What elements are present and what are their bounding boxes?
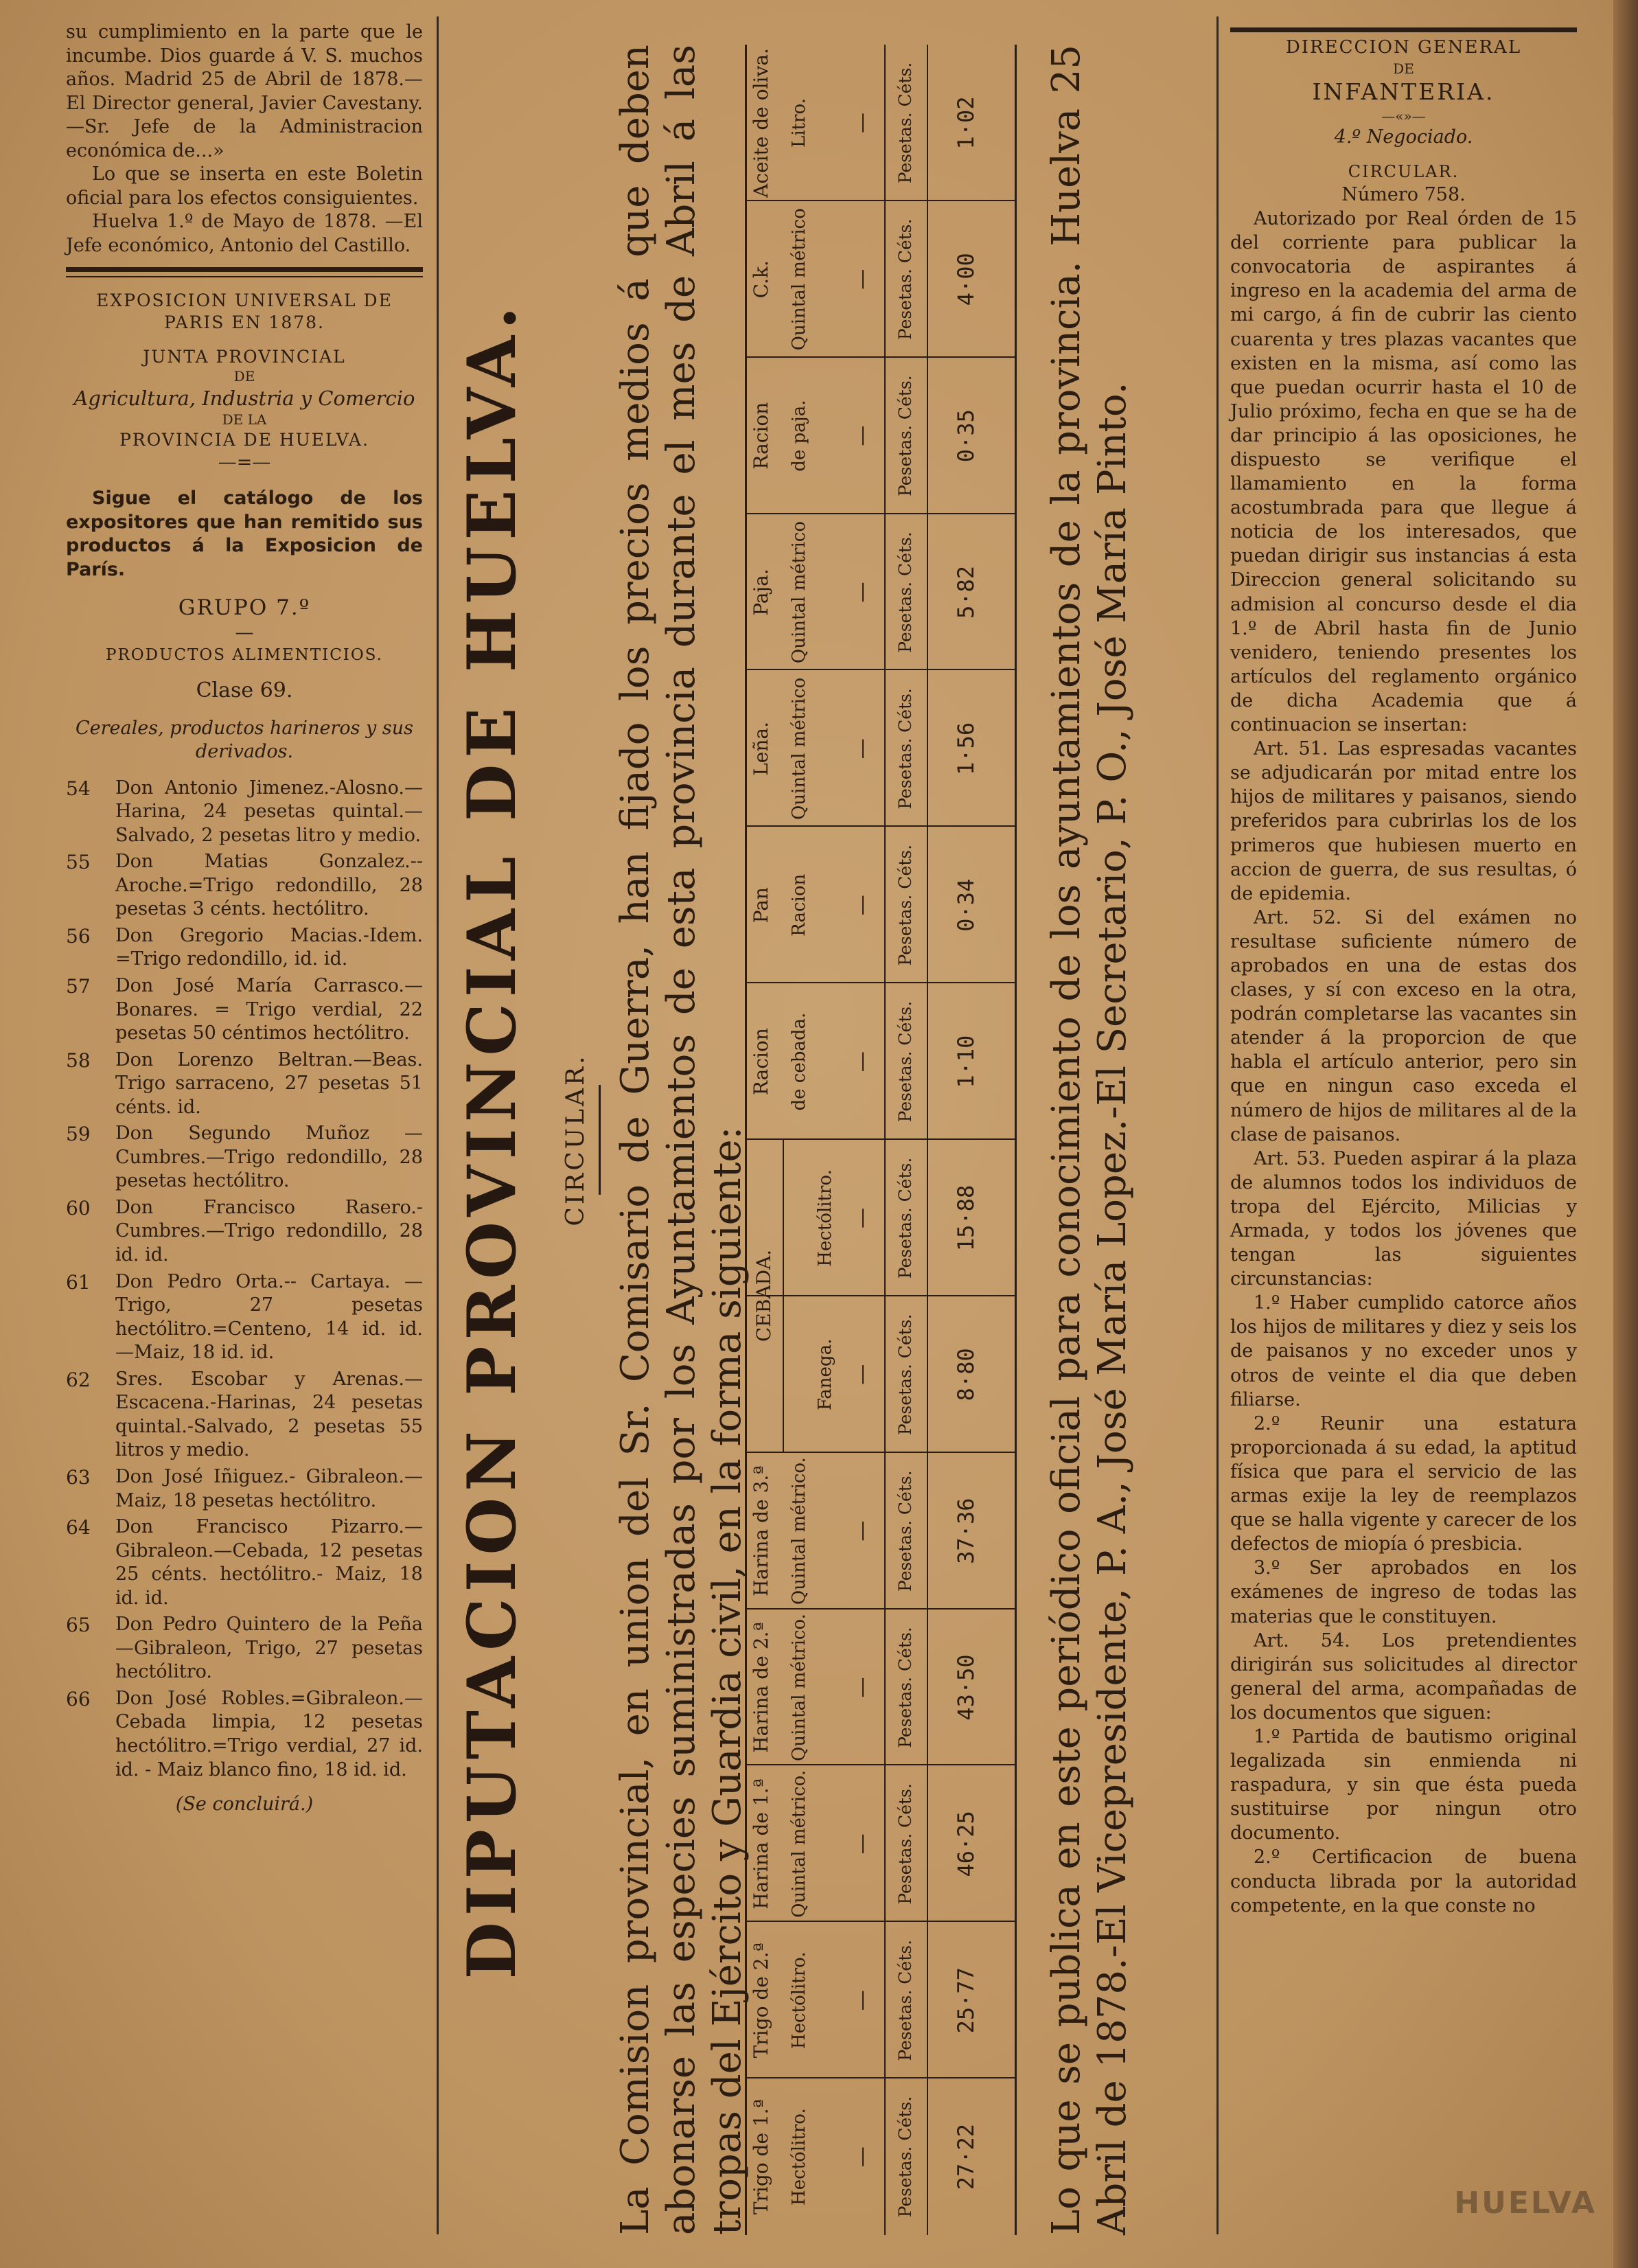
paragraph: Autorizado por Real órden de 15 del corriente para publicar la convocatoria de aspirantes á ingreso en la academia del arma de mi cargo, á fin de cubrir las ciento cuarenta y tres plazas vacantes que existen en la misma, así como las que puedan ocurrir hasta el 10 de Julio próximo, fecha en que se ha de dar principio á las oposiciones, he dispuesto se verifique el llamamiento en la forma acostumbrada para que llegue á noticia de los interesados, que puedan dirigir sus instancias á esta Direccion general solicitando su admision al concurso desde el dia 1.º de Abril hasta fin de Junio venidero, teniendo presentes los artículos del reglamento orgánico de dicha Academia que á continuacion se insertan: <box>1230 208 1577 736</box>
column-header: Trigo de 2.ª <box>750 1943 772 2059</box>
table-column <box>747 2077 1015 2235</box>
de-label: DE <box>233 368 255 385</box>
ornament-dash: —=— <box>218 451 271 473</box>
list-item: 54 Don Antonio Jimenez.-Alosno.—Harina, 24 pesetas quintal.—Salvado, 2 pesetas litro y medio. <box>66 777 423 846</box>
table-cell: 8·80 <box>953 1348 979 1401</box>
table-column <box>747 356 1015 514</box>
paragraph: 1.º Partida de bautismo original legalizada sin enmienda ni raspadura, y sin que ésta pueda sustituirse por ningun otro documento. <box>1230 1726 1577 1844</box>
table-cell: 43·50 <box>953 1654 979 1721</box>
dash-mark: — <box>850 582 874 603</box>
table-cell: 5·82 <box>953 565 979 619</box>
table-column <box>747 1608 1015 1766</box>
de-label: DE <box>1393 60 1414 77</box>
list-item: 65 Don Pedro Quintero de la Peña —Gibraleon, Trigo, 27 pesetas hectólitro. <box>66 1614 423 1683</box>
cereales-heading: Cereales, productos harineros y sus derivados. <box>76 717 413 763</box>
unit-label: Pesetas. Céts. <box>884 1765 928 1922</box>
unit-label: Pesetas. Céts. <box>884 983 928 1140</box>
table-column <box>747 1452 1015 1610</box>
column-subheader: Quintal métrico <box>789 208 809 351</box>
dash-mark: — <box>850 2146 874 2168</box>
dash-mark: — <box>850 268 874 290</box>
list-item: 62 Sres. Escobar y Arenas.—Escacena.-Harinas, 24 pesetas quintal.-Salvado, 2 pesetas 55 litros y medio. <box>66 1368 423 1461</box>
paragraph: Art. 54. Los pretendientes dirigirán sus solicitudes al director general del arma, acompañadas de los documentos que siguen: <box>1230 1629 1577 1723</box>
table-cell: 1·10 <box>953 1035 979 1088</box>
unit-label: Pesetas. Céts. <box>884 1140 928 1296</box>
column-header: Trigo de 1.ª <box>750 2099 772 2215</box>
page-title: DIPUTACION PROVINCIAL DE HUELVA. <box>453 300 531 1980</box>
table-cell: 37·36 <box>953 1498 979 1564</box>
list-item: 55 Don Matias Gonzalez.--Aroche.=Trigo redondillo, 28 pesetas 3 cénts. hectólitro. <box>66 851 423 920</box>
dash-mark: — <box>850 1833 874 1855</box>
column-subheader: de cebada. <box>789 1012 809 1111</box>
unit-label: Pesetas. Céts. <box>884 670 928 827</box>
list-item: 56 Don Gregorio Macias.-Idem. =Trigo redondillo, id. id. <box>66 924 423 970</box>
unit-label: Pesetas. Céts. <box>884 358 928 514</box>
paragraph: 2.º Certificacion de buena conducta librada por la autoridad competente, en la que conste no <box>1230 1846 1577 1916</box>
catalog-list <box>66 777 423 1782</box>
paragraph: Art. 52. Si del exámen no resultase suficiente número de aprobados en una de estas dos clases, y sí con exceso en la otra, podrán completarse las vacantes sin atender á la proporcion de que habla el artículo anterior, pero sin que en ningun caso exceda el número de hijos de militares al de la clase de paisanos. <box>1230 906 1577 1145</box>
table-column <box>747 45 1015 201</box>
section-rule <box>66 267 423 272</box>
column-header: Harina de 3.ª <box>750 1465 772 1596</box>
table-cell: 46·25 <box>953 1811 979 1877</box>
dash-mark: — <box>850 1990 874 2011</box>
dash-mark: — <box>850 738 874 759</box>
paragraph: Art. 53. Pueden aspirar á la plaza de alumnos todos los individuos de tropa del Ejército, Milicias y Armada, y todos los jóvenes que tengan las siguientes circunstancias: <box>1230 1147 1577 1290</box>
dash-mark: — <box>850 112 874 133</box>
table-cell: 25·77 <box>953 1967 979 2034</box>
column-header: Harina de 2.ª <box>750 1622 772 1753</box>
top-paragraph: su cumplimiento en la parte que le incumbe. Dios guarde á V. S. muchos años. Madrid 25 de Abril de 1878.—El Director general, Javier Cavestany.—Sr. Jefe de la Administracion económica de...» <box>66 21 423 161</box>
column-header: Racion <box>750 402 772 470</box>
section-rule-thin <box>66 276 423 277</box>
catalog-intro: Sigue el catálogo de los expositores que han remitido sus productos á la Exposicion de París. <box>66 488 423 580</box>
unit-label: Pesetas. Céts. <box>884 1296 928 1453</box>
dash-mark: — <box>850 425 874 446</box>
table-cell: 15·88 <box>953 1184 979 1252</box>
column-subheader: Hectólitro. <box>789 1951 809 2050</box>
circular-label: CIRCULAR. <box>1348 161 1460 181</box>
unit-label: Pesetas. Céts. <box>884 827 928 983</box>
column-subheader: Racion <box>789 873 809 937</box>
signature-paragraph: Huelva 1.º de Mayo de 1878. —El Jefe económico, Antonio del Castillo. <box>66 211 423 256</box>
column-subheader: Quintal métrico. <box>789 1614 809 1761</box>
column-subheader: Fanega. <box>815 1338 835 1410</box>
list-item: 59 Don Segundo Muñoz —Cumbres.—Trigo redondillo, 28 pesetas hectólitro. <box>66 1123 423 1192</box>
column-header: Racion <box>750 1028 772 1096</box>
column-header: Aceite de oliva. <box>750 48 772 198</box>
column-header: Leña. <box>750 721 772 776</box>
provincia-heading: PROVINCIA DE HUELVA. <box>119 429 369 450</box>
list-item: 58 Don Lorenzo Beltran.—Beas. Trigo sarraceno, 27 pesetas 51 cénts. id. <box>66 1049 423 1118</box>
junta-heading: JUNTA PROVINCIAL <box>143 347 346 367</box>
list-item: 61 Don Pedro Orta.-- Cartaya. —Trigo, 27 pesetas hectólitro.=Centeno, 14 id. id. —Maiz, 18 id. id. <box>66 1270 423 1364</box>
table-column <box>747 982 1015 1140</box>
cebada-group-header: CEBADA. <box>747 1139 784 1452</box>
clase-heading: Clase 69. <box>196 678 293 703</box>
dash-mark: — <box>850 1520 874 1542</box>
unit-label: Pesetas. Céts. <box>884 201 928 358</box>
page-edge <box>1613 0 1638 2268</box>
column-divider <box>437 16 439 2234</box>
column-subheader: Hectólitro. <box>789 2108 809 2206</box>
table-cell: 27·22 <box>953 2123 979 2190</box>
numero-label: Número 758. <box>1341 183 1466 205</box>
table-column <box>747 1764 1015 1922</box>
column-subheader: Hectólitro. <box>815 1169 835 1267</box>
rotated-notice <box>439 31 1195 2249</box>
list-item: 57 Don José María Carrasco.—Bonares. = Trigo verdial, 22 pesetas 50 céntimos hectólitro. <box>66 975 423 1044</box>
column-subheader: Quintal métrico. <box>789 1769 809 1918</box>
table-cell: 0·35 <box>953 409 979 463</box>
list-item: 66 Don José Robles.=Gibraleon.—Cebada limpia, 12 pesetas hectólitro.=Trigo verdial, 27 id. id. - Maiz blanco fino, 18 id. id. <box>66 1687 423 1780</box>
left-column <box>66 21 423 1817</box>
unit-label: Pesetas. Céts. <box>884 1922 928 2078</box>
table-column <box>747 1921 1015 2078</box>
column-subheader: Quintal métrico <box>789 677 809 820</box>
dash-mark: — <box>850 1364 874 1385</box>
unit-label: Pesetas. Céts. <box>884 45 928 201</box>
table-column <box>747 825 1015 983</box>
paragraph: Art. 51. Las espresadas vacantes se adjudicarán por mitad entre los hijos de militares y paisanos, siendo preferidos para cubrirlas los de los primeros que hubiesen muerto en accion de guerra, de sus resultas, ó de epidemia. <box>1230 738 1577 904</box>
list-item: 63 Don José Iñiguez.- Gibraleon.—Maiz, 18 pesetas hectólitro. <box>66 1465 423 1511</box>
closing-paragraph: Lo que se publica en este periódico oficial para conocimiento de los ayuntamientos de la provincia. Huelva 25 Abril de 1878.-El Vicepresidente, P. A., José María Lopez.-El Secretario, P. O., José María Pinto. <box>1044 45 1135 2235</box>
concluira-note: (Se concluirá.) <box>175 1794 314 1815</box>
grupo-heading: GRUPO 7.º <box>178 595 311 620</box>
table-column <box>747 669 1015 827</box>
watermark-logo: HUELVA <box>1454 2186 1597 2221</box>
column-subheader: Quintal métrico. <box>789 1457 809 1605</box>
list-item: 60 Don Francisco Rasero.-Cumbres.—Trigo redondillo, 28 id. id. <box>66 1196 423 1266</box>
dash-mark: — <box>850 1677 874 1698</box>
agric-heading: Agricultura, Industria y Comercio <box>73 387 415 411</box>
dash-mark: — <box>850 1207 874 1228</box>
column-divider <box>1216 16 1219 2234</box>
ornament: —«»— <box>1381 107 1426 124</box>
price-table <box>745 45 1017 2235</box>
column-header: Pan <box>750 887 772 924</box>
circular-label: CIRCULAR. <box>562 1053 590 1226</box>
circular-rule <box>599 1085 601 1195</box>
unit-label: Pesetas. Céts. <box>884 514 928 671</box>
infanteria-heading: INFANTERIA. <box>1312 78 1495 105</box>
intro-paragraph: La Comision provincial, en union del Sr. Comisario de Guerra, han fijado los precios medios á que deben abonarse las especies suministradas por los Ayuntamientos de esta provincia durante el mes de Abril á las tropas del Ejército y Guardia civil, en la forma siguiente: <box>613 45 750 2235</box>
table-cell: 0·34 <box>953 878 979 932</box>
list-item: 64 Don Francisco Pizarro.— Gibraleon.—Cebada, 12 pesetas 25 cénts. hectólitro.- Maiz, 18 id. id. <box>66 1516 423 1609</box>
table-cell: 4·00 <box>953 253 979 306</box>
dash-mark: — <box>850 1051 874 1073</box>
unit-label: Pesetas. Céts. <box>884 1610 928 1766</box>
paragraph: 3.º Ser aprobados en los exámenes de ingreso de todas las materias que le constituyen. <box>1230 1557 1577 1627</box>
dash-mark: — <box>850 895 874 916</box>
paragraph: 2.º Reunir una estatura proporcionada á su edad, la aptitud física que para el servicio de las armas exije la ley de reemplazos que se halla vigente y carecer de los defectos de miopía ó presbicia. <box>1230 1412 1577 1555</box>
expo-title: EXPOSICION UNIVERSAL DE PARIS EN 1878. <box>96 290 393 333</box>
table-cell: 1·02 <box>953 96 979 150</box>
right-column <box>1230 27 1577 1918</box>
column-header: C.k. <box>750 260 772 299</box>
column-subheader: de paja. <box>789 400 809 472</box>
table-column <box>747 200 1015 358</box>
column-header: Harina de 1.ª <box>750 1778 772 1910</box>
column-header: Paja. <box>750 569 772 616</box>
table-column <box>747 1138 1015 1296</box>
table-column <box>747 513 1015 671</box>
notice-paragraph: Lo que se inserta en este Boletin oficial para los efectos consiguientes. <box>66 163 423 209</box>
productos-heading: PRODUCTOS ALIMENTICIOS. <box>106 645 383 664</box>
negociado-label: 4.º Negociado. <box>1334 126 1473 148</box>
column-subheader: Quintal métrico <box>789 520 809 664</box>
unit-label: Pesetas. Céts. <box>884 2078 928 2235</box>
direccion-heading: DIRECCION GENERAL <box>1285 37 1522 58</box>
column-subheader: Litro. <box>789 98 809 148</box>
unit-label: Pesetas. Céts. <box>884 1453 928 1610</box>
ornament-short: — <box>235 622 254 644</box>
de-la-label: DE LA <box>222 411 267 428</box>
paragraph: 1.º Haber cumplido catorce años los hijos de militares y diez y seis los de paisanos y no exceder unos y otros de veinte el dia que deben filiarse. <box>1230 1292 1577 1410</box>
table-column <box>747 1295 1015 1453</box>
table-cell: 1·56 <box>953 722 979 775</box>
section-rule <box>1230 27 1577 32</box>
